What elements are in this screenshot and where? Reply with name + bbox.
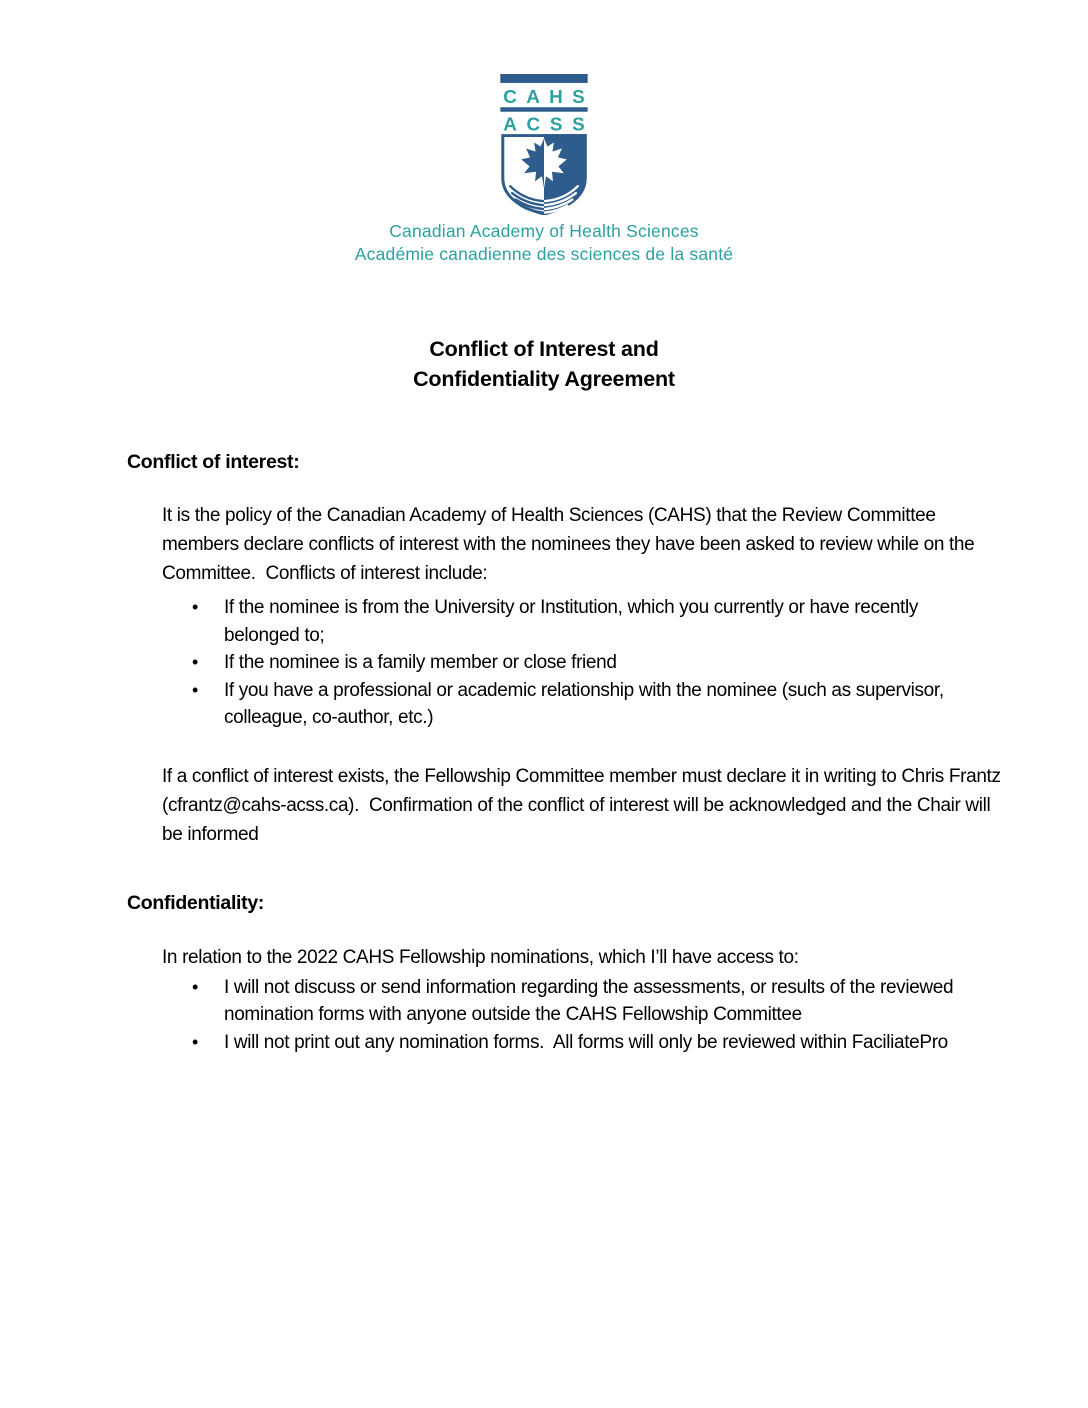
org-name-en: Canadian Academy of Health Sciences <box>389 221 699 241</box>
org-names <box>0 220 1088 266</box>
document-title-line1: Conflict of Interest and <box>429 337 659 361</box>
conflict-bullet-item-1: • If the nominee is from the University or Institution, which you currently or have recently belonged to; <box>190 594 990 649</box>
document-title <box>0 334 1088 394</box>
confidentiality-section-heading: Confidentiality: <box>127 891 265 914</box>
confidentiality-bullet-list <box>190 974 990 1057</box>
org-name-fr: Académie canadienne des sciences de la santé <box>354 244 734 264</box>
conflict-bullet-item-2: • If the nominee is a family member or close friend <box>190 649 990 677</box>
conflict-intro-paragraph: It is the policy of the Canadian Academy of Health Sciences (CAHS) that the Review Committee members declare conflicts of interest with the nominees they have been asked to review while on the Committee. Conflicts of interest include: <box>162 505 980 584</box>
logo-acronym-fr: ACSS <box>503 113 585 135</box>
conflict-section-heading: Conflict of interest: <box>127 451 300 473</box>
conflict-outro-paragraph: If a conflict of interest exists, the Fellowship Committee member must declare it in writing to Chris Frantz (cfrantz@cahs-acss.ca). Confirmation of the conflict of interest will be acknowledged and the Chair will be informed <box>162 765 1006 845</box>
logo-middle-bar <box>500 107 587 111</box>
conflict-of-interest-section <box>0 450 1088 849</box>
conflict-bullet-item-3: • If you have a professional or academic relationship with the nominee (such as supervisor, colleague, co-author, etc.) <box>190 677 990 732</box>
cahs-logo-block <box>0 0 1088 266</box>
confidentiality-bullet-item-1: • I will not discuss or send information regarding the assessments, or results of the reviewed nomination forms with anyone outside the CAHS Fellowship Committee <box>190 974 990 1029</box>
logo-shield <box>503 136 585 214</box>
confidentiality-intro-paragraph: In relation to the 2022 CAHS Fellowship nominations, which I’ll have access to: <box>162 946 799 968</box>
confidentiality-bullet-item-2: • I will not print out any nomination forms. All forms will only be reviewed within FaciliatePro <box>190 1029 990 1057</box>
logo-top-bar <box>500 74 587 83</box>
cahs-shield-logo-icon <box>499 74 589 215</box>
confidentiality-section <box>0 891 1088 1057</box>
logo-acronym-en: CAHS <box>503 85 585 107</box>
document-title-line2: Confidentiality Agreement <box>413 367 675 391</box>
conflict-bullet-list <box>190 594 990 732</box>
